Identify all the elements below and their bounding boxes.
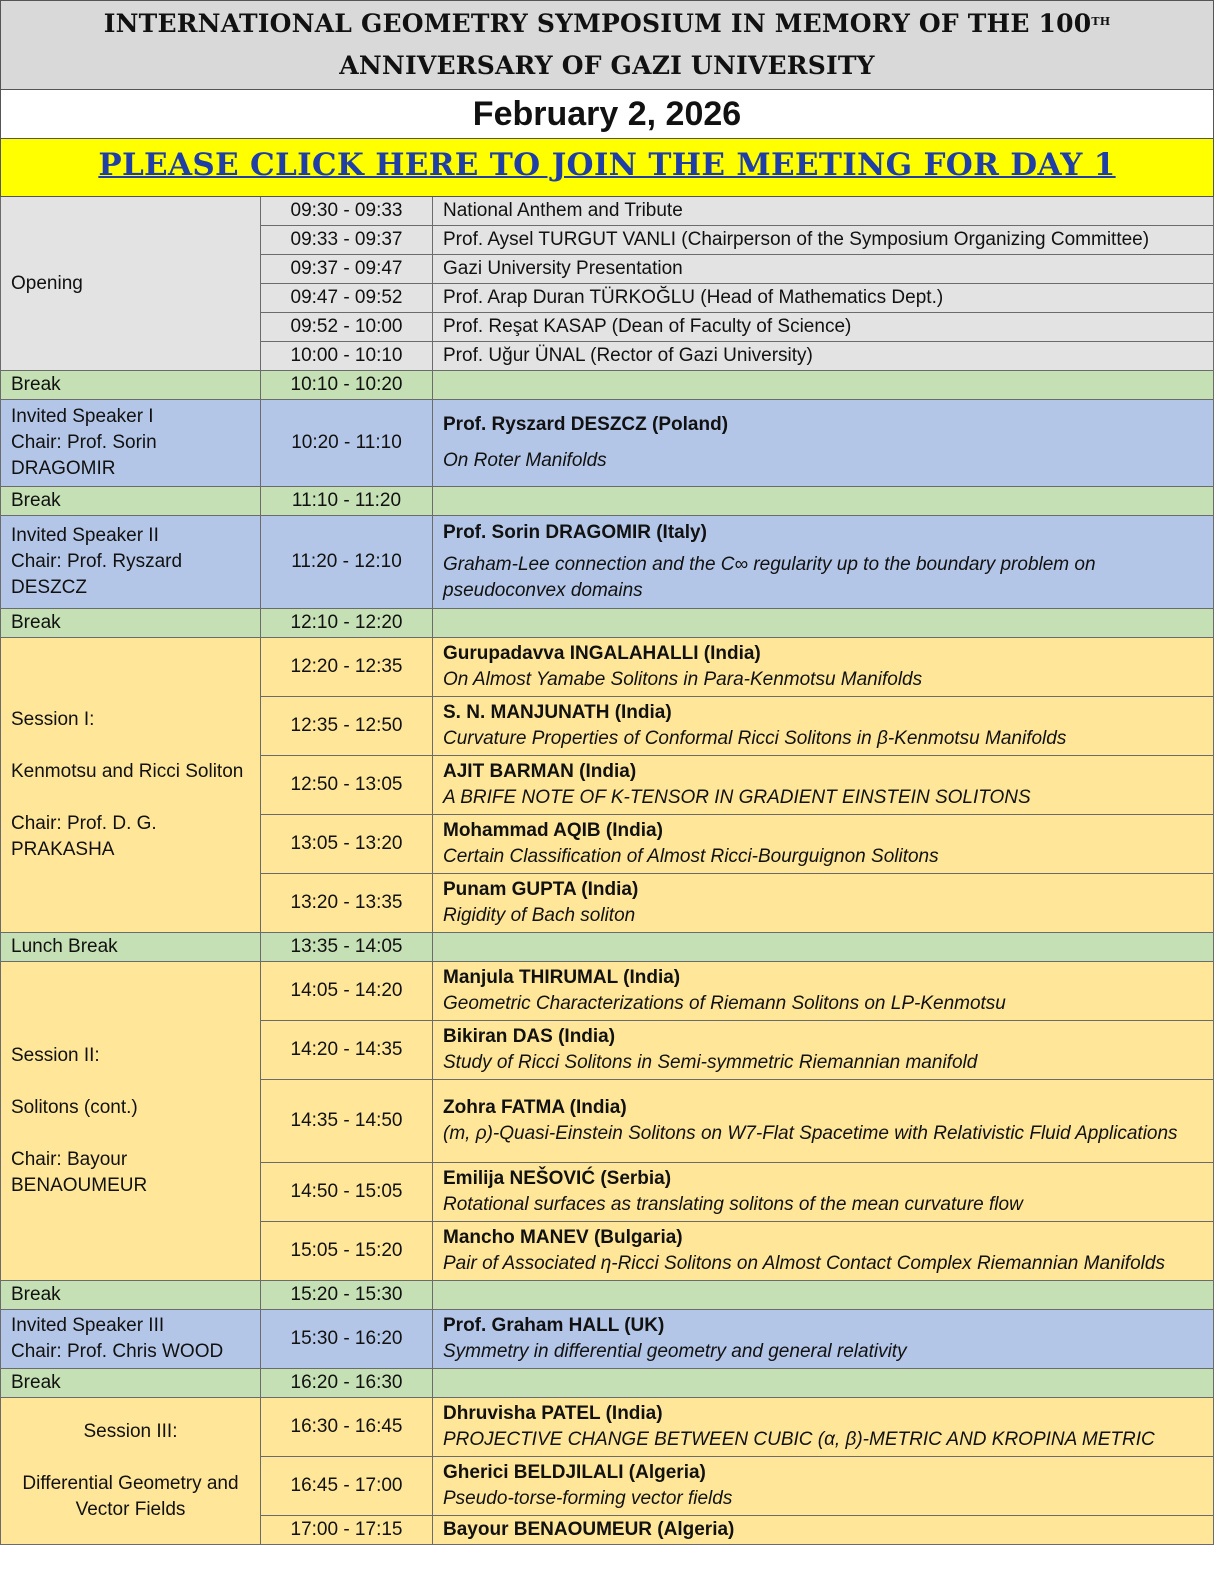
talk-title: Rotational surfaces as translating solitons of the mean curvature flow	[443, 1194, 1023, 1215]
speaker-name: Zohra FATMA (India)	[443, 1097, 627, 1118]
talk-title: On Roter Manifolds	[443, 450, 607, 471]
agenda-item: Prof. Arap Duran TÜRKOĞLU (Head of Mathematics Dept.)	[433, 284, 1214, 313]
talk-cell	[433, 1080, 1214, 1163]
agenda-item: Gazi University Presentation	[433, 255, 1214, 284]
talk-title: Geometric Characterizations of Riemann Solitons on LP-Kenmotsu	[443, 993, 1006, 1014]
talk-cell	[433, 1021, 1214, 1080]
break-row	[1, 371, 1214, 400]
break-row	[1, 1369, 1214, 1398]
session-label: Session III: Differential Geometry and Vector Fields	[1, 1398, 261, 1545]
time-cell: 15:05 - 15:20	[261, 1222, 433, 1281]
talk-title: (m, ρ)-Quasi-Einstein Solitons on W7-Flat Spacetime with Relativistic Fluid Applications	[443, 1123, 1178, 1144]
time-cell: 09:37 - 09:47	[261, 255, 433, 284]
time-cell: 13:35 - 14:05	[261, 933, 433, 962]
invited-speaker-row	[1, 400, 1214, 487]
agenda-item: Prof. Aysel TURGUT VANLI (Chairperson of the Symposium Organizing Committee)	[433, 226, 1214, 255]
break-label: Break	[1, 371, 261, 400]
speaker-name: Mancho MANEV (Bulgaria)	[443, 1227, 683, 1248]
time-cell: 14:20 - 14:35	[261, 1021, 433, 1080]
invited-speaker-label: Invited Speaker I Chair: Prof. Sorin DRAGOMIR	[1, 400, 261, 487]
break-label: Break	[1, 487, 261, 516]
join-row	[1, 139, 1214, 197]
invited-speaker-row	[1, 516, 1214, 609]
talk-cell	[433, 1222, 1214, 1281]
time-cell: 09:33 - 09:37	[261, 226, 433, 255]
talk-row	[1, 638, 1214, 697]
invited-speaker-label: Invited Speaker III Chair: Prof. Chris WOOD	[1, 1310, 261, 1369]
break-row	[1, 1281, 1214, 1310]
talk-cell	[433, 962, 1214, 1021]
time-cell: 15:20 - 15:30	[261, 1281, 433, 1310]
session-label: Session I: Kenmotsu and Ricci Soliton Chair: Prof. D. G. PRAKASHA	[1, 638, 261, 933]
talk-cell	[433, 815, 1214, 874]
speaker-name: Punam GUPTA (India)	[443, 879, 639, 900]
talk-cell	[433, 400, 1214, 487]
talk-cell	[433, 638, 1214, 697]
speaker-name: Prof. Sorin DRAGOMIR (Italy)	[443, 522, 707, 543]
speaker-name: Prof. Ryszard DESZCZ (Poland)	[443, 414, 729, 435]
title-row	[1, 1, 1214, 90]
speaker-name: Gurupadavva INGALAHALLI (India)	[443, 643, 761, 664]
speaker-name: Manjula THIRUMAL (India)	[443, 967, 681, 988]
time-cell: 10:00 - 10:10	[261, 342, 433, 371]
talk-row	[1, 1398, 1214, 1457]
time-cell: 09:30 - 09:33	[261, 197, 433, 226]
date-row	[1, 90, 1214, 139]
speaker-name: Bikiran DAS (India)	[443, 1026, 616, 1047]
time-cell: 16:45 - 17:00	[261, 1457, 433, 1516]
agenda-item: Prof. Uğur ÜNAL (Rector of Gazi University)	[433, 342, 1214, 371]
talk-cell	[433, 516, 1214, 609]
talk-cell	[433, 1398, 1214, 1457]
talk-title: Graham-Lee connection and the C∞ regularity up to the boundary problem on pseudoconvex domains	[443, 554, 1096, 601]
talk-title: A BRIFE NOTE OF K-TENSOR IN GRADIENT EINSTEIN SOLITONS	[443, 787, 1031, 808]
speaker-name: Gherici BELDJILALI (Algeria)	[443, 1462, 706, 1483]
time-cell: 09:47 - 09:52	[261, 284, 433, 313]
talk-title: Symmetry in differential geometry and general relativity	[443, 1341, 907, 1362]
talk-title: Rigidity of Bach soliton	[443, 905, 636, 926]
talk-title: Certain Classification of Almost Ricci-Bourguignon Solitons	[443, 846, 939, 867]
talk-title: On Almost Yamabe Solitons in Para-Kenmotsu Manifolds	[443, 669, 923, 690]
agenda-item: Prof. Reşat KASAP (Dean of Faculty of Science)	[433, 313, 1214, 342]
talk-cell	[433, 697, 1214, 756]
time-cell: 11:10 - 11:20	[261, 487, 433, 516]
talk-title: Study of Ricci Solitons in Semi-symmetric Riemannian manifold	[443, 1052, 978, 1073]
time-cell: 12:20 - 12:35	[261, 638, 433, 697]
session-label: Session II: Solitons (cont.) Chair: Bayour BENAOUMEUR	[1, 962, 261, 1281]
talk-cell	[433, 874, 1214, 933]
opening-label: Opening	[1, 197, 261, 371]
time-cell: 09:52 - 10:00	[261, 313, 433, 342]
time-cell: 14:50 - 15:05	[261, 1163, 433, 1222]
talk-cell	[433, 1516, 1214, 1545]
talk-title: Curvature Properties of Conformal Ricci Solitons in β-Kenmotsu Manifolds	[443, 728, 1067, 749]
time-cell: 14:05 - 14:20	[261, 962, 433, 1021]
speaker-name: Bayour BENAOUMEUR (Algeria)	[443, 1519, 735, 1540]
time-cell: 12:50 - 13:05	[261, 756, 433, 815]
break-label: Break	[1, 1281, 261, 1310]
talk-title: Pair of Associated η-Ricci Solitons on Almost Contact Complex Riemannian Manifolds	[443, 1253, 1165, 1274]
program-date: February 2, 2026	[1, 90, 1214, 139]
time-cell: 14:35 - 14:50	[261, 1080, 433, 1163]
time-cell: 12:10 - 12:20	[261, 609, 433, 638]
break-row	[1, 487, 1214, 516]
speaker-name: S. N. MANJUNATH (India)	[443, 702, 672, 723]
time-cell: 10:10 - 10:20	[261, 371, 433, 400]
invited-speaker-label: Invited Speaker II Chair: Prof. Ryszard DESZCZ	[1, 516, 261, 609]
talk-title: Pseudo-torse-forming vector fields	[443, 1488, 733, 1509]
invited-speaker-row	[1, 1310, 1214, 1369]
agenda-item: National Anthem and Tribute	[433, 197, 1214, 226]
speaker-name: Dhruvisha PATEL (India)	[443, 1403, 663, 1424]
speaker-name: Emilija NEŠOVIĆ (Serbia)	[443, 1168, 672, 1189]
time-cell: 16:20 - 16:30	[261, 1369, 433, 1398]
speaker-name: AJIT BARMAN (India)	[443, 761, 637, 782]
time-cell: 15:30 - 16:20	[261, 1310, 433, 1369]
time-cell: 17:00 - 17:15	[261, 1516, 433, 1545]
talk-cell	[433, 1457, 1214, 1516]
talk-cell	[433, 1163, 1214, 1222]
join-meeting-link[interactable]: PLEASE CLICK HERE TO JOIN THE MEETING FOR DAY 1	[98, 147, 1116, 183]
break-label: Break	[1, 609, 261, 638]
talk-title: PROJECTIVE CHANGE BETWEEN CUBIC (α, β)-METRIC AND KROPINA METRIC	[443, 1429, 1155, 1450]
time-cell: 13:05 - 13:20	[261, 815, 433, 874]
talk-row	[1, 962, 1214, 1021]
time-cell: 10:20 - 11:10	[261, 400, 433, 487]
break-row	[1, 609, 1214, 638]
break-label: Break	[1, 1369, 261, 1398]
talk-cell	[433, 756, 1214, 815]
speaker-name: Prof. Graham HALL (UK)	[443, 1315, 665, 1336]
time-cell: 16:30 - 16:45	[261, 1398, 433, 1457]
time-cell: 13:20 - 13:35	[261, 874, 433, 933]
opening-row	[1, 197, 1214, 226]
break-label: Lunch Break	[1, 933, 261, 962]
speaker-name: Mohammad AQIB (India)	[443, 820, 663, 841]
talk-cell	[433, 1310, 1214, 1369]
time-cell: 12:35 - 12:50	[261, 697, 433, 756]
break-row	[1, 933, 1214, 962]
time-cell: 11:20 - 12:10	[261, 516, 433, 609]
symposium-title: INTERNATIONAL GEOMETRY SYMPOSIUM IN MEMORY OF THE 100TH ANNIVERSARY OF GAZI UNIVERSITY	[1, 1, 1214, 90]
